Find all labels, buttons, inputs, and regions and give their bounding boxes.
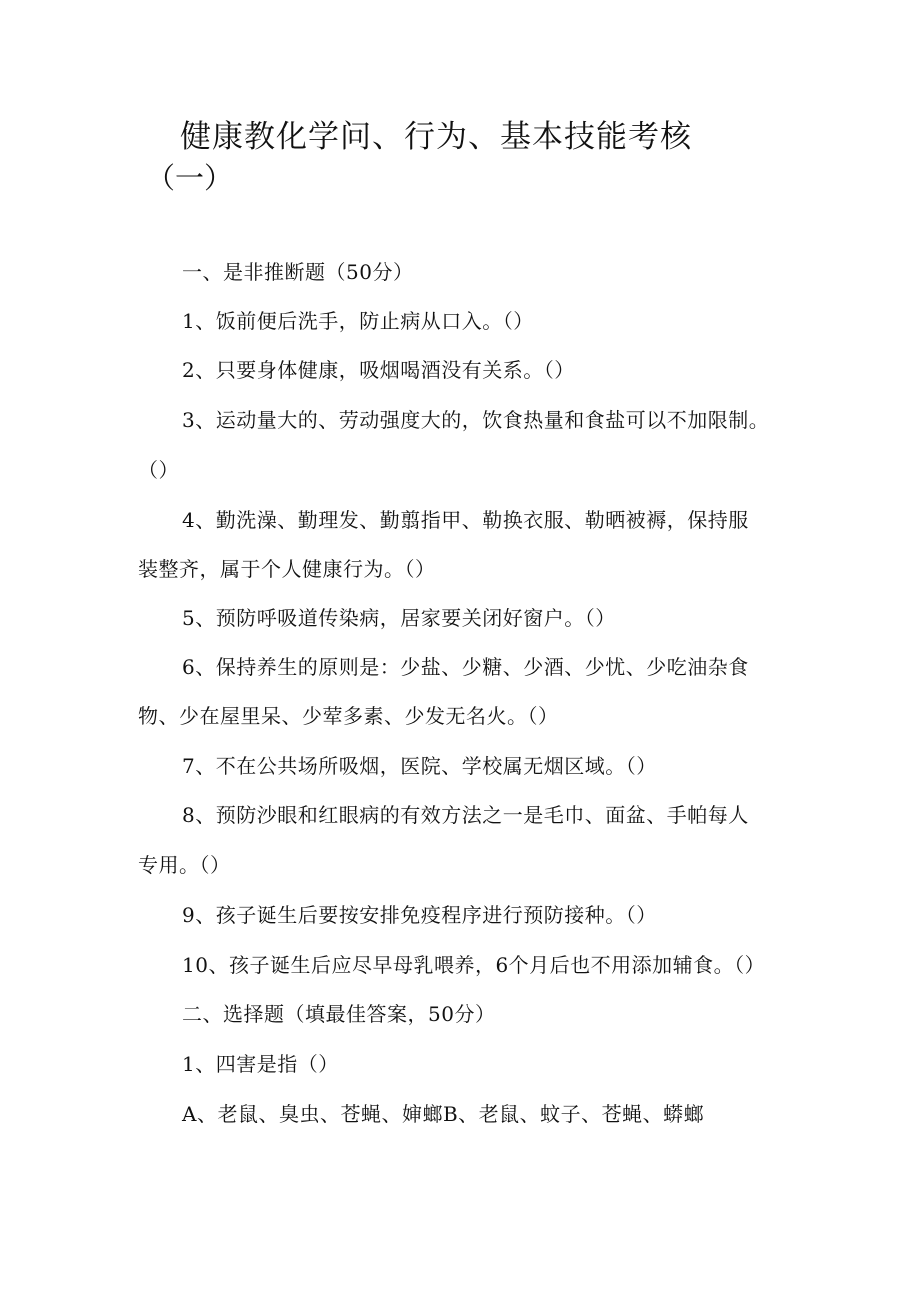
choice-question-1-options: A、老鼠、臭虫、苍蝇、婶螂B、老鼠、蚊子、苍蝇、蟒螂: [182, 1102, 705, 1126]
section-heading-multiple-choice: 二、选择题（填最佳答案，50分）: [182, 1002, 496, 1026]
question-9: 9、孩子诞生后要按安排免疫程序进行预防接种。（）: [182, 903, 657, 927]
document-subtitle: （一）: [146, 161, 234, 195]
question-1: 1、饭前便后洗手，防止病从口入。（）: [182, 309, 534, 333]
question-2: 2、只要身体健康，吸烟喝酒没有关系。（）: [182, 358, 575, 382]
question-4-line-1: 4、勤洗澡、勤理发、勤翦指甲、勒换衣服、勒晒被褥，保持服: [182, 508, 749, 532]
choice-question-1: 1、四害是指（）: [182, 1052, 339, 1076]
section-heading-true-false: 一、是非推断题（50分）: [182, 260, 414, 284]
question-8-line-1: 8、预防沙眼和红眼病的有效方法之一是毛巾、面盆、手帕每人: [182, 803, 749, 827]
question-5: 5、预防呼吸道传染病，居家要关闭好窗户。（）: [182, 606, 616, 630]
question-3-line-1: 3、运动量大的、劳动强度大的，饮食热量和食盐可以不加限制。: [182, 408, 770, 432]
question-3-line-2: （）: [138, 458, 179, 482]
question-7: 7、不在公共场所吸烟，医院、学校属无烟区域。（）: [182, 754, 657, 778]
question-8-line-2: 专用。（）: [138, 853, 231, 877]
question-6-line-2: 物、少在屋里呆、少荤多素、少发无名火。（）: [138, 704, 559, 728]
question-4-line-2: 装整齐，属于个人健康行为。（）: [138, 557, 436, 581]
question-6-line-1: 6、保持养生的原则是：少盐、少糖、少酒、少忧、少吃油杂食: [182, 655, 749, 679]
question-10: 10、孩子诞生后应尽早母乳喂养，6个月后也不用添加辅食。（）: [182, 953, 766, 977]
document-title: 健康教化学问、行为、基本技能考核: [180, 119, 692, 155]
